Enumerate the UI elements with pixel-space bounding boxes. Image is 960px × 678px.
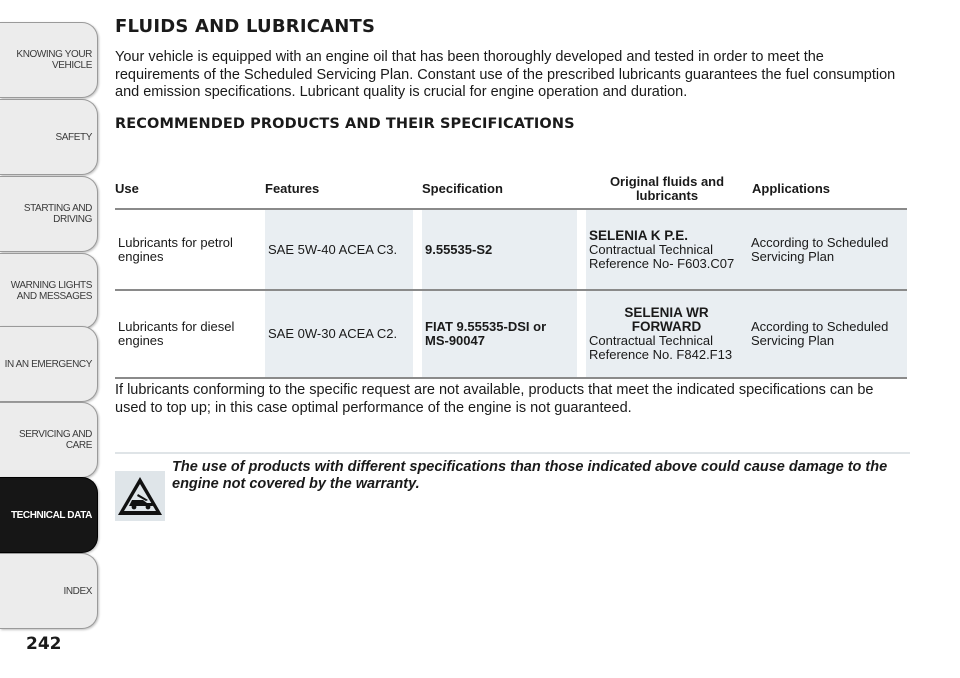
product-name: SELENIA K P.E. [589,227,689,243]
product-name: SELENIA WR FORWARD [624,305,709,334]
tab-knowing-your-vehicle[interactable]: KNOWING YOUR VEHICLE [0,22,98,98]
column-header-applications: Applications [748,170,907,209]
page-number: 242 [26,634,62,654]
cell-use: Lubricants for petrol engines [118,234,233,264]
warning-car-icon [115,471,165,521]
tab-starting-and-driving[interactable]: STARTING AND DRIVING [0,176,98,252]
cell-applications: According to Scheduled Servicing Plan [748,291,907,377]
section-title: RECOMMENDED PRODUCTS AND THEIR SPECIFICATIONS [115,115,575,132]
column-spacer [413,170,422,209]
product-reference: Contractual Technical Reference No- F603.C07 [589,241,735,271]
column-spacer [577,170,586,209]
table-row [115,290,907,378]
cell-features: SAE 0W-30 ACEA C2. [265,291,413,377]
cell-specification: 9.55535-S2 [422,210,577,289]
column-header-features: Features [265,170,413,209]
page-content [115,16,910,492]
lubricants-table [115,170,907,379]
warning-text: The use of products with different specifications than those indicated above could cause damage to the engine not covered by the warranty. [172,459,888,492]
tab-safety[interactable]: SAFETY [0,99,98,175]
table-header-row [115,170,907,209]
cell-specification: FIAT 9.55535-DSI or MS-90047 [422,291,577,377]
column-header-use: Use [115,170,265,209]
topup-note: If lubricants conforming to the specific request are not available, products that meet the indicated specifications can be used to top up; in this case optimal performance of the engine is not guaranteed. [115,382,874,416]
column-header-original-fluids: Original fluids and lubricants [586,170,748,209]
tab-warning-lights[interactable]: WARNING LIGHTS AND MESSAGES [0,253,98,329]
cell-original-product [586,291,748,377]
table-row [115,209,907,290]
cell-use: Lubricants for diesel engines [118,319,235,348]
cell-features: SAE 5W-40 ACEA C3. [265,210,413,289]
cell-original-product [586,210,748,289]
cell-applications: According to Scheduled Servicing Plan [748,210,907,289]
tab-servicing-and-care[interactable]: SERVICING AND CARE [0,402,98,478]
product-reference: Contractual Technical Reference No. F842.F13 [589,333,733,362]
page-title: FLUIDS AND LUBRICANTS [115,16,376,37]
tab-index[interactable]: INDEX [0,553,98,629]
intro-paragraph: Your vehicle is equipped with an engine oil that has been thoroughly developed and tested in order to meet the requirements of the Scheduled Servicing Plan. Constant use of the prescribed lubricants guarantees the fuel consumption and emission specifications. Lubricant quality is crucial for engine operation and duration. [115,49,896,100]
tab-technical-data[interactable]: TECHNICAL DATA [0,477,98,553]
warning-divider [115,452,910,454]
column-header-specification: Specification [422,170,577,209]
tab-in-an-emergency[interactable]: IN AN EMERGENCY [0,326,98,402]
